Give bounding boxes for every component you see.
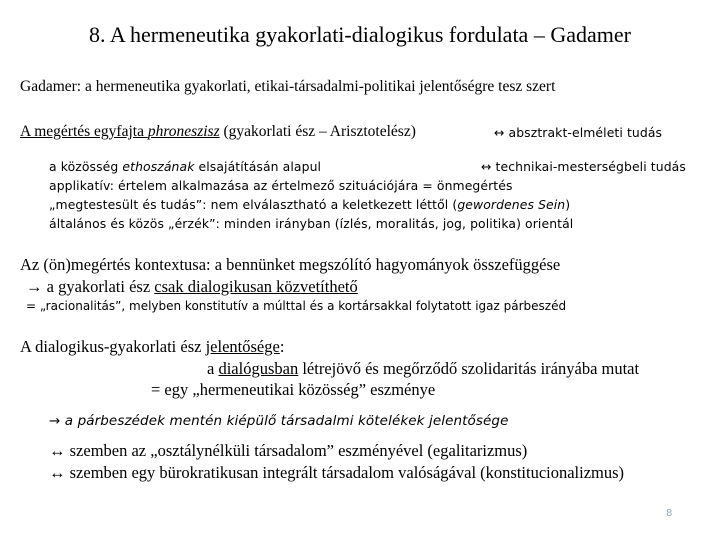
gewordenes-term: gewordenes Sein	[457, 197, 566, 212]
dialogical-2-underlined: dialógusban	[218, 359, 299, 378]
slide-title: 8. A hermeneutika gyakorlati-dialogikus fordulata – Gadamer	[89, 22, 631, 47]
phronesis-term: phroneszisz	[147, 123, 220, 140]
arrow-line: → a párbeszédek mentén kiépülő társadalmi kötelékek jelentősége	[49, 413, 509, 429]
dialogical-line-2	[207, 359, 639, 379]
page-number: 8	[666, 508, 673, 519]
detail-1-suffix: elsajátításán alapul	[198, 159, 322, 174]
context-line-1: Az (ön)megértés kontextusa: a bennünket megszólító hagyományok összefüggése	[20, 255, 561, 274]
dialogical-1-prefix: A dialogikus-gyakorlati ész	[20, 337, 202, 356]
detail-line-3	[49, 197, 570, 212]
detail-line-4: általános és közös „érzék”: minden irányban (ízlés, moralitás, jog, politika) orientál	[49, 216, 574, 231]
contrast-line-1: ↔ szemben az „osztálynélküli társadalom” eszményével (egalitarizmus)	[49, 441, 528, 460]
dialogical-1-underlined: jelentősége	[205, 337, 280, 356]
understanding-line	[20, 123, 416, 141]
contrast-line-2: ↔ szemben egy bürokratikusan integrált társadalom valóságával (konstitucionalizmus)	[49, 463, 625, 482]
detail-1-contrast: ↔ technikai-mesterségbeli tudás	[481, 159, 686, 174]
detail-line-2: applikatív: értelem alkalmazása az értelmező szituációjára = önmegértés	[49, 178, 513, 193]
ethos-term: ethoszának	[122, 159, 195, 174]
dialogical-1-suffix: :	[279, 337, 285, 356]
dialogical-line-1	[20, 337, 284, 357]
understanding-part1: A megértés egyfajta	[20, 123, 144, 140]
dialogical-2-suffix: létrejövő és megőrződő szolidaritás irányába mutat	[302, 359, 640, 378]
understanding-contrast: ↔ absztrakt-elméleti tudás	[494, 125, 663, 140]
context-line-3: = „racionalitás”, melyben konstitutív a múlttal és a kortársakkal folytatott igaz párbeszéd	[26, 299, 567, 313]
detail-1-prefix: a közösség	[49, 159, 119, 174]
detail-3-prefix: „megtestesült és tudás”: nem elválasztható a keletkezett léttől (	[49, 197, 458, 212]
intro-text: Gadamer: a hermeneutika gyakorlati, etikai-társadalmi-politikai jelentőségre tesz szert	[20, 78, 556, 95]
context-2-underlined: csak dialogikusan közvetíthető	[154, 277, 358, 296]
dialogical-2-prefix: a	[207, 359, 215, 378]
context-line-2	[26, 277, 358, 297]
dialogical-line-3: = egy „hermeneutikai közösség” eszménye	[151, 380, 436, 399]
understanding-part2: (gyakorlati ész – Arisztotelész)	[223, 123, 416, 140]
detail-line-1	[49, 159, 321, 174]
context-2-prefix: → a gyakorlati ész	[26, 277, 151, 296]
detail-3-suffix: )	[565, 197, 571, 212]
